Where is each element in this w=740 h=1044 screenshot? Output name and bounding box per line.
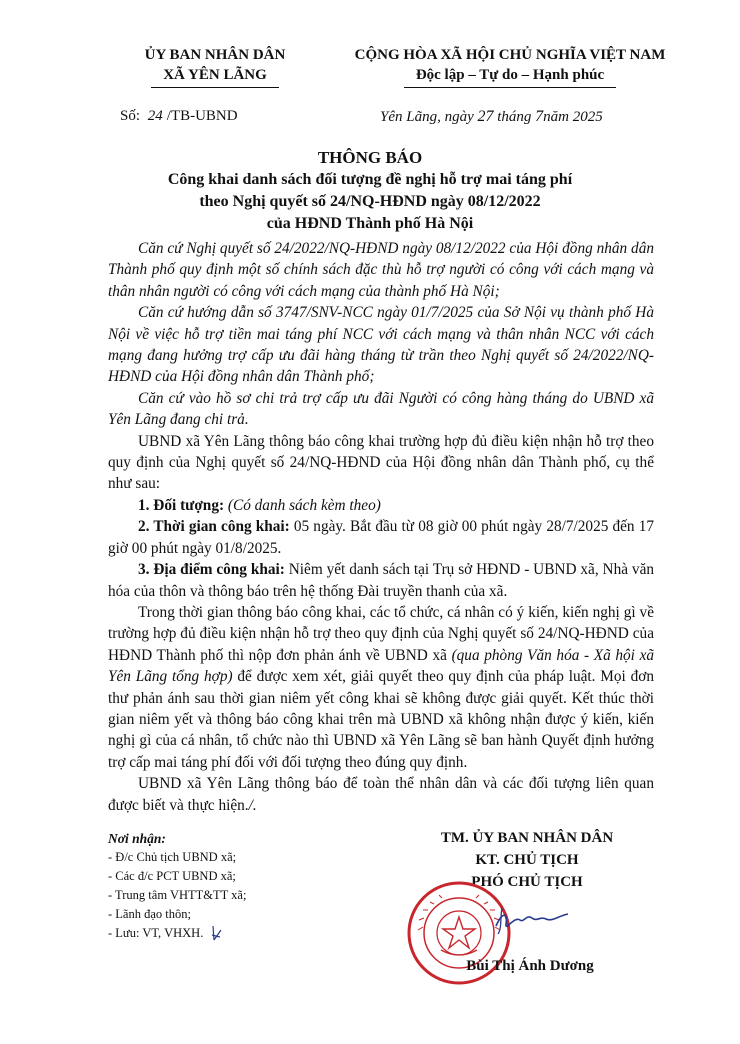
date-day: 27 bbox=[477, 108, 494, 125]
legal-basis-3: Căn cứ vào hồ sơ chi trả trợ cấp ưu đãi Người có công hàng tháng do UBND xã Yên Lãng đang chi trả. bbox=[108, 389, 654, 429]
document-title bbox=[100, 147, 640, 235]
handwritten-signature-icon bbox=[492, 902, 572, 938]
item-2-label: 2. Thời gian công khai: bbox=[138, 518, 290, 536]
motto: Độc lập – Tự do – Hạnh phúc bbox=[415, 67, 605, 83]
item-1-text: (Có danh sách kèm theo) bbox=[227, 496, 381, 514]
title-line-4: của HĐND Thành phố Hà Nội bbox=[266, 215, 474, 232]
ref-prefix: Số: bbox=[120, 108, 141, 124]
closing-text: UBND xã Yên Lãng thông báo để toàn thể nhân dân và các đối tượng liên quan được biết và thực hiện. bbox=[108, 775, 654, 814]
document-number bbox=[120, 108, 238, 125]
closing-paragraph bbox=[108, 773, 654, 816]
recipients-list bbox=[108, 829, 388, 943]
initial-mark-icon bbox=[210, 924, 224, 944]
title-line-3: theo Nghị quyết số 24/NQ-HĐND ngày 08/12/2022 bbox=[199, 193, 541, 210]
date-month: 7 bbox=[535, 108, 544, 125]
country-name: CỘNG HÒA XÃ HỘI CHỦ NGHĨA VIỆT NAM bbox=[354, 47, 666, 63]
motto-underline bbox=[404, 87, 616, 88]
feedback-text-b: (qua phòng Văn hóa - Xã hội xã Yên Lãng tổng hợp) bbox=[108, 646, 655, 686]
signature-position-2: PHÓ CHỦ TỊCH bbox=[471, 874, 583, 890]
ref-number: 24 bbox=[147, 108, 163, 124]
agency-underline bbox=[151, 87, 279, 88]
signature-authority: TM. ỦY BAN NHÂN DÂN bbox=[440, 830, 614, 846]
agency-line-1: ỦY BAN NHÂN DÂN bbox=[144, 47, 286, 63]
feedback-paragraph bbox=[108, 602, 654, 773]
signer-name: Bùi Thị Ánh Dương bbox=[466, 958, 594, 974]
announcement-intro: UBND xã Yên Lãng thông báo công khai trường hợp đủ điều kiện nhận hỗ trợ theo quy định của Nghị quyết số 24/NQ-HĐND của Hội đồng nhân dân Thành phố, cụ thể như sau: bbox=[108, 432, 654, 493]
recipient-item: - Lãnh đạo thôn; bbox=[108, 907, 191, 921]
item-2-text: 05 ngày. Bắt đầu từ 08 giờ 00 phút ngày 28/7/2025 đến 17 giờ 00 phút ngày 01/8/2025. bbox=[108, 518, 654, 557]
document-body bbox=[108, 238, 654, 816]
agency-line-2: XÃ YÊN LÃNG bbox=[163, 67, 267, 83]
feedback-text-c: để được xem xét, giải quyết theo quy định của pháp luật. Mọi đơn thư phản ánh sau thời gian niêm yết công khai sẽ không được giải quyết. Kết thúc thời gian niêm yết và thông báo công khai trên mà UBND xã không nhận được ý kiến, kiến nghị gì của cá nhân, tổ chức nào thì UBND xã Yên Lãng sẽ ban hành Quyết định hưởng trợ cấp mai táng phí đối với đối tượng theo đúng quy định. bbox=[108, 668, 654, 771]
title-type: THÔNG BÁO bbox=[317, 148, 423, 167]
item-1-label: 1. Đối tượng: bbox=[138, 496, 225, 514]
issuing-agency bbox=[90, 45, 340, 88]
closing-mark: /. bbox=[248, 796, 257, 814]
item-location bbox=[108, 559, 654, 602]
item-3-text: Niêm yết danh sách tại Trụ sở HĐND - UBND xã, Nhà văn hóa của thôn và thông báo trên hệ thống Đài truyền thanh của xã. bbox=[108, 561, 655, 600]
signature-position-1: KT. CHỦ TỊCH bbox=[475, 852, 579, 868]
recipient-item: - Trung tâm VHTT&TT xã; bbox=[108, 888, 247, 902]
recipient-item: - Đ/c Chủ tịch UBND xã; bbox=[108, 850, 237, 864]
ref-suffix: /TB-UBND bbox=[166, 108, 238, 124]
recipients-title: Nơi nhận: bbox=[108, 831, 166, 846]
date-month-label: tháng bbox=[497, 109, 532, 125]
item-3-label: 3. Địa điểm công khai: bbox=[138, 561, 285, 579]
date-year: năm 2025 bbox=[543, 109, 603, 125]
recipient-item: - Các đ/c PCT UBND xã; bbox=[108, 869, 236, 883]
recipient-item: - Lưu: VT, VHXH. bbox=[108, 926, 204, 940]
legal-basis-2: Căn cứ hướng dẫn số 3747/SNV-NCC ngày 01/7/2025 của Sở Nội vụ thành phố Hà Nội về việc hỗ trợ tiền mai táng phí NCC với cách mạng và thân nhân NCC với cách mạng đang hưởng trợ cấp ưu đãi hàng tháng từ trần theo Nghị quyết số 24/2022/NQ-HĐND của Hội đồng nhân dân Thành phố; bbox=[108, 304, 654, 386]
title-line-2: Công khai danh sách đối tượng đề nghị hỗ trợ mai táng phí bbox=[167, 171, 573, 188]
item-subjects bbox=[108, 495, 654, 516]
national-motto bbox=[318, 45, 702, 88]
issue-date bbox=[380, 108, 603, 126]
date-place: Yên Lãng, ngày bbox=[380, 109, 474, 125]
item-period bbox=[108, 516, 654, 559]
legal-basis-1: Căn cứ Nghị quyết số 24/2022/NQ-HĐND ngày 08/12/2022 của Hội đồng nhân dân Thành phố quy định một số chính sách đặc thù hỗ trợ người có công với cách mạng và thân nhân người có công với cách mạng của thành phố Hà Nội; bbox=[108, 240, 654, 300]
feedback-text-a: Trong thời gian thông báo công khai, các tổ chức, cá nhân có ý kiến, kiến nghị gì về trường hợp đủ điều kiện nhận hỗ trợ theo quy định của Nghị quyết số 24/NQ-HĐND của HĐND Thành phố thì nộp đơn phản ánh về UBND xã bbox=[108, 603, 654, 664]
